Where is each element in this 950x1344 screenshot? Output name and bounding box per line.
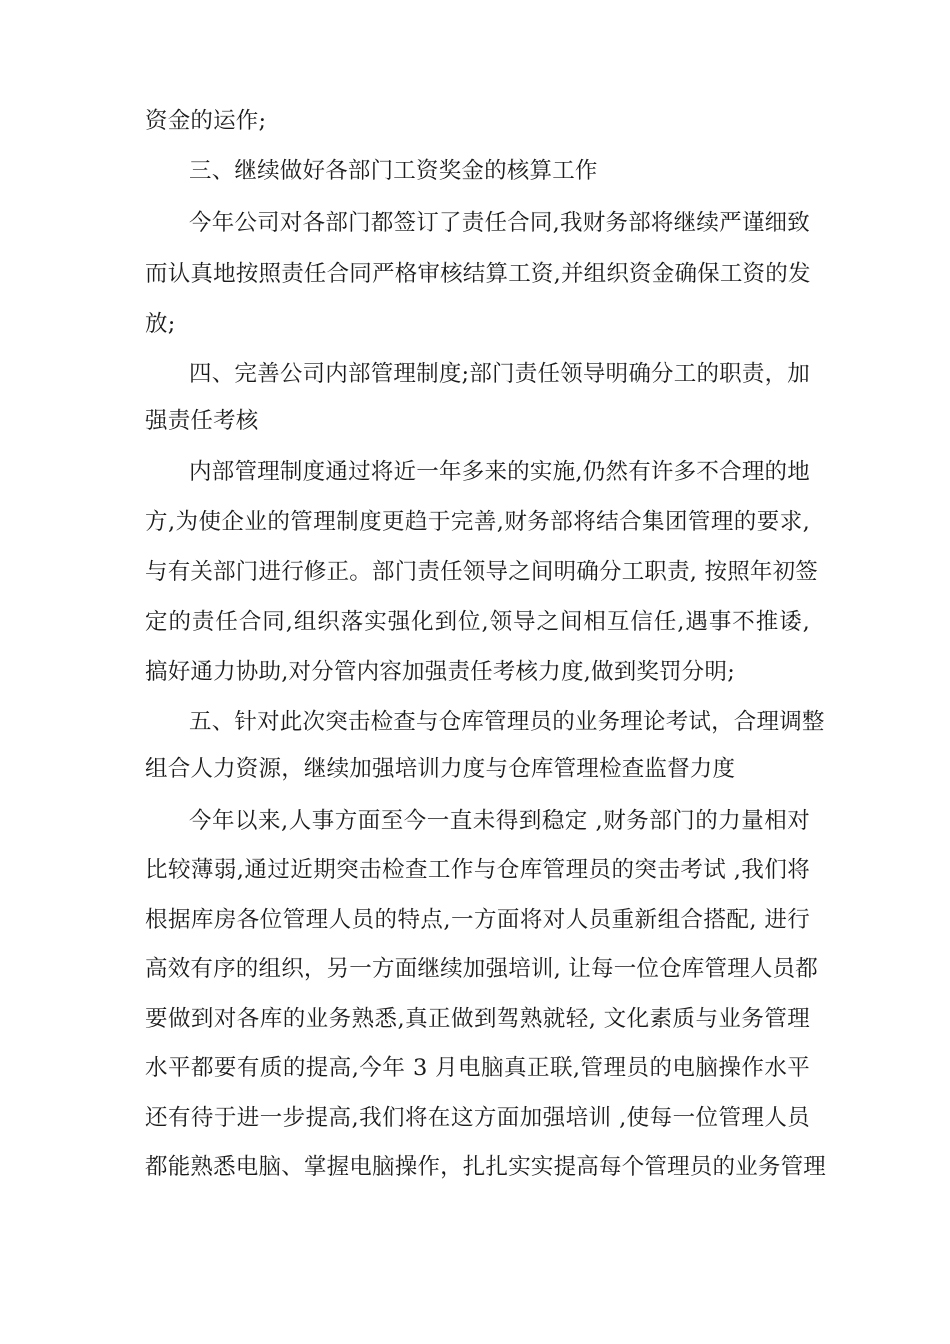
text-line-4: 而认真地按照责任合同严格审核结算工资,并组织资金确保工资的发	[145, 261, 811, 287]
text-line-18: 高效有序的组织，另一方面继续加强培训, 让每一位仓库管理人员都	[145, 956, 819, 982]
section-heading-3: 三、继续做好各部门工资奖金的核算工作	[189, 158, 598, 184]
text-line-17: 根据库房各位管理人员的特点,一方面将对人员重新组合搭配, 进行	[145, 907, 810, 933]
section-heading-5: 五、针对此次突击检查与仓库管理员的业务理论考试，合理调整	[189, 709, 825, 735]
text-line-20: 水平都要有质的提高,今年 3 月电脑真正联,管理员的电脑操作水平	[145, 1055, 810, 1081]
text-line-8: 内部管理制度通过将近一年多来的实施,仍然有许多不合理的地	[189, 459, 810, 485]
text-line-5: 放;	[145, 311, 176, 337]
section-heading-4: 四、完善公司内部管理制度;部门责任领导明确分工的职责，加	[189, 361, 810, 387]
text-line-22: 都能熟悉电脑、掌握电脑操作，扎扎实实提高每个管理员的业务管理	[145, 1154, 827, 1180]
section-heading-4-cont: 强责任考核	[145, 408, 259, 434]
text-line-19: 要做到对各库的业务熟悉,真正做到驾熟就轻, 文化素质与业务管理	[145, 1006, 810, 1032]
text-line-12: 搞好通力协助,对分管内容加强责任考核力度,做到奖罚分明;	[145, 659, 735, 685]
text-line-9: 方,为使企业的管理制度更趋于完善,财务部将结合集团管理的要求,	[145, 509, 810, 535]
section-heading-5-cont: 组合人力资源，继续加强培训力度与仓库管理检查监督力度	[145, 756, 736, 782]
text-line-1: 资金的运作;	[145, 108, 267, 134]
text-line-3: 今年公司对各部门都签订了责任合同,我财务部将继续严谨细致	[189, 210, 810, 236]
text-line-16: 比较薄弱,通过近期突击检查工作与仓库管理员的突击考试 ,我们将	[145, 857, 810, 883]
text-line-10: 与有关部门进行修正。部门责任领导之间明确分工职责, 按照年初签	[145, 559, 819, 585]
text-line-15: 今年以来,人事方面至今一直未得到稳定 ,财务部门的力量相对	[189, 808, 810, 834]
text-line-21: 还有待于进一步提高,我们将在这方面加强培训 ,使每一位管理人员	[145, 1105, 810, 1131]
text-line-11: 定的责任合同,组织落实强化到位,领导之间相互信任,遇事不推诿,	[145, 609, 810, 635]
